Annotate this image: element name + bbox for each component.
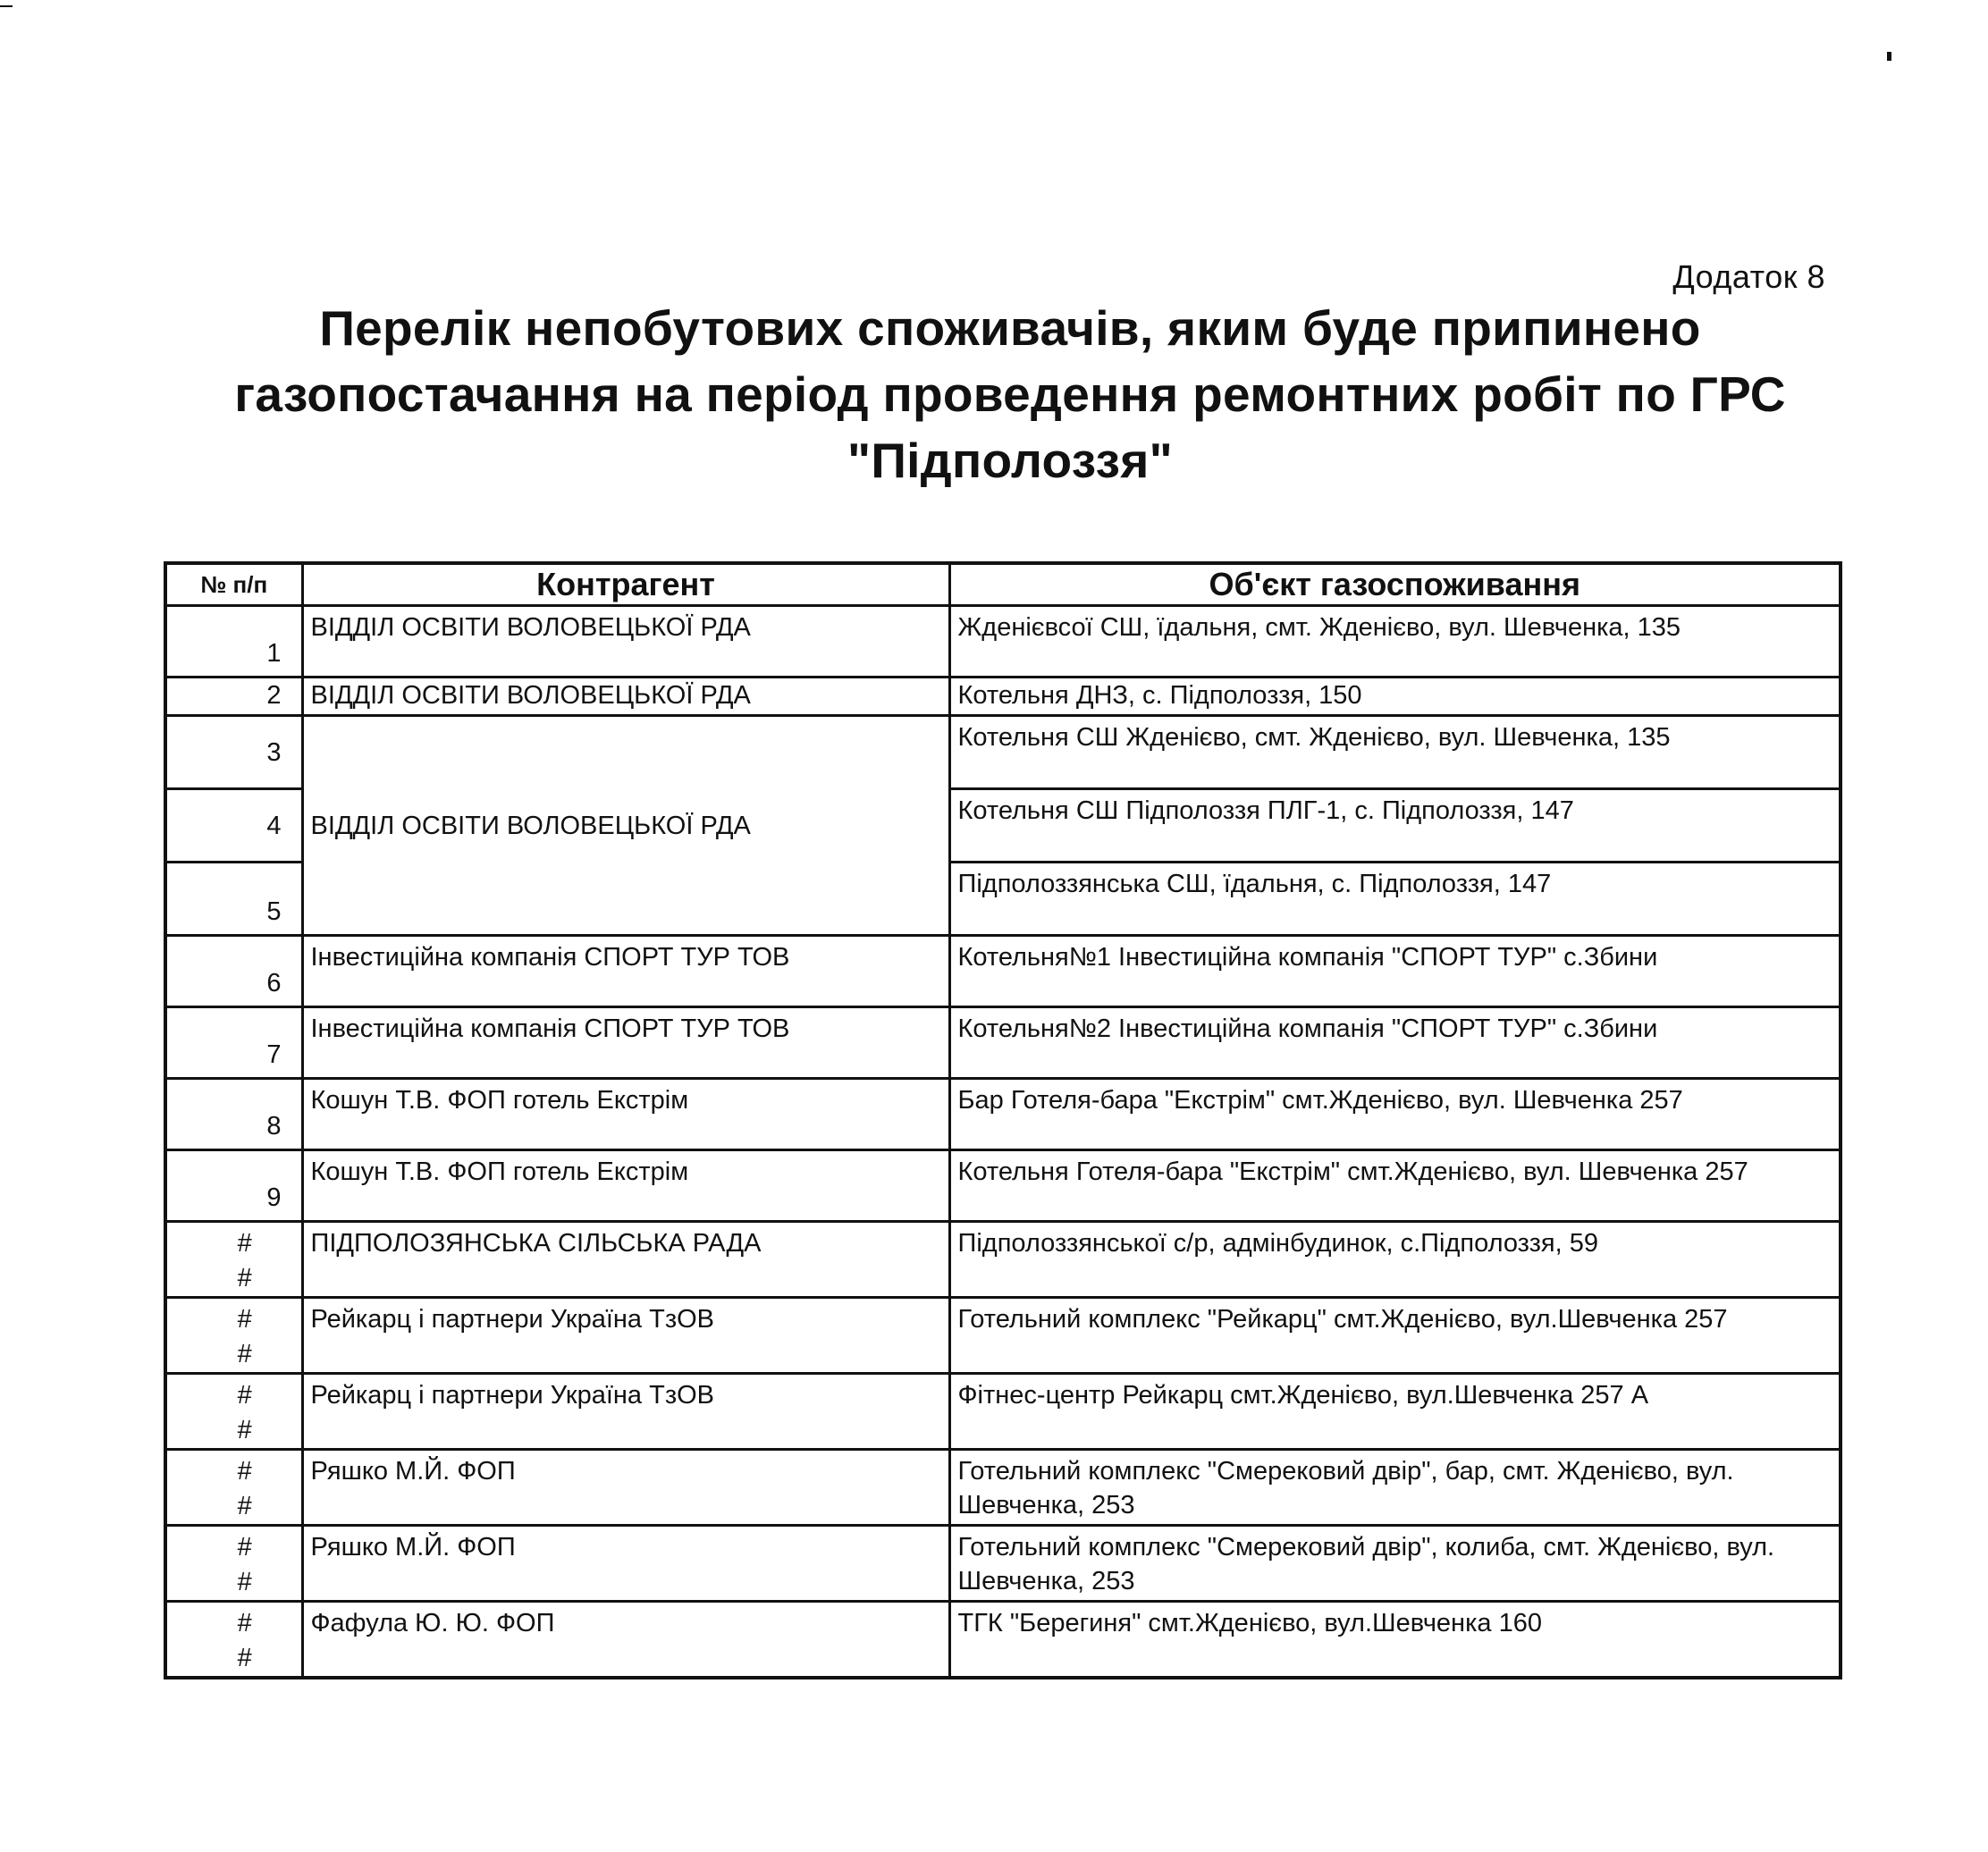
row-object: Жденієвсої СШ, їдальня, смт. Жденієво, вул. Шевченка, 135 (949, 606, 1841, 678)
row-contractor: Рейкарц і партнери Україна ТзОВ (302, 1374, 949, 1450)
row-number: # # (165, 1298, 302, 1374)
appendix-label: Додаток 8 (1672, 258, 1825, 295)
row-contractor: Інвестиційна компанія СПОРТ ТУР ТОВ (302, 936, 949, 1007)
row-number: # # (165, 1374, 302, 1450)
table-row (165, 1079, 1841, 1150)
row-object: Підполоззянської с/р, адмінбудинок, с.Підполоззя, 59 (949, 1222, 1841, 1298)
row-object: Готельний комплекс "Смерековий двір", колиба, смт. Жденієво, вул. Шевченка, 253 (949, 1526, 1841, 1602)
row-contractor: Фафула Ю. Ю. ФОП (302, 1602, 949, 1679)
row-number: 5 (165, 863, 302, 936)
row-number: # # (165, 1602, 302, 1679)
row-number: 8 (165, 1079, 302, 1150)
consumers-table (164, 561, 1842, 1679)
row-number: 3 (165, 716, 302, 789)
title-line-2: газопостачання на період проведення ремонтних робіт по ГРС (234, 366, 1786, 422)
scan-mark-top-right (1887, 52, 1891, 61)
table-row (165, 678, 1841, 716)
row-number: 9 (165, 1150, 302, 1222)
row-contractor: Кошун Т.В. ФОП готель Екстрім (302, 1150, 949, 1222)
row-number: 4 (165, 789, 302, 863)
row-number: 6 (165, 936, 302, 1007)
document-title (143, 295, 1877, 493)
header-num: № п/п (165, 563, 302, 606)
table-row (165, 936, 1841, 1007)
row-object: Підполоззянська СШ, їдальня, с. Підполоззя, 147 (949, 863, 1841, 936)
table-row (165, 1222, 1841, 1298)
title-line-3: "Підполоззя" (847, 433, 1174, 488)
table-row (165, 1150, 1841, 1222)
row-number: # # (165, 1526, 302, 1602)
row-contractor: ВІДДІЛ ОСВІТИ ВОЛОВЕЦЬКОЇ РДА (302, 678, 949, 716)
table-row (165, 716, 1841, 789)
row-contractor: Кошун Т.В. ФОП готель Екстрім (302, 1079, 949, 1150)
row-object: Котельня Готеля-бара "Екстрім" смт.Жденієво, вул. Шевченка 257 (949, 1150, 1841, 1222)
row-number: # # (165, 1222, 302, 1298)
row-object: Готельний комплекс "Рейкарц" смт.Жденієво, вул.Шевченка 257 (949, 1298, 1841, 1374)
table-row (165, 1526, 1841, 1602)
row-number: # # (165, 1450, 302, 1526)
table-row (165, 1450, 1841, 1526)
title-line-1: Перелік непобутових споживачів, яким буде припинено (319, 300, 1701, 356)
table-header-row (165, 563, 1841, 606)
table-row (165, 1007, 1841, 1079)
row-contractor: Інвестиційна компанія СПОРТ ТУР ТОВ (302, 1007, 949, 1079)
scan-mark-top-left (0, 5, 13, 7)
row-contractor: Рейкарц і партнери Україна ТзОВ (302, 1298, 949, 1374)
row-number: 7 (165, 1007, 302, 1079)
row-number: 2 (165, 678, 302, 716)
table-row (165, 606, 1841, 678)
row-object: Фітнес-центр Рейкарц смт.Жденієво, вул.Шевченка 257 А (949, 1374, 1841, 1450)
row-contractor: Ряшко М.Й. ФОП (302, 1526, 949, 1602)
row-object: Котельня СШ Жденієво, смт. Жденієво, вул. Шевченка, 135 (949, 716, 1841, 789)
row-object: Котельня№1 Інвестиційна компанія "СПОРТ ТУР" с.Збини (949, 936, 1841, 1007)
row-contractor-merged: ВІДДІЛ ОСВІТИ ВОЛОВЕЦЬКОЇ РДА (302, 716, 949, 936)
row-contractor: ВІДДІЛ ОСВІТИ ВОЛОВЕЦЬКОЇ РДА (302, 606, 949, 678)
header-object: Об'єкт газоспоживання (949, 563, 1841, 606)
row-number: 1 (165, 606, 302, 678)
row-object: Готельний комплекс "Смерековий двір", бар, смт. Жденієво, вул. Шевченка, 253 (949, 1450, 1841, 1526)
table-row (165, 1374, 1841, 1450)
row-contractor: Ряшко М.Й. ФОП (302, 1450, 949, 1526)
row-object: Котельня№2 Інвестиційна компанія "СПОРТ ТУР" с.Збини (949, 1007, 1841, 1079)
row-object: Котельня СШ Підполоззя ПЛГ-1, с. Підполоззя, 147 (949, 789, 1841, 863)
row-object: Бар Готеля-бара "Екстрім" смт.Жденієво, вул. Шевченка 257 (949, 1079, 1841, 1150)
header-contractor: Контрагент (302, 563, 949, 606)
table-row (165, 1298, 1841, 1374)
table-row (165, 1602, 1841, 1679)
row-object: Котельня ДНЗ, с. Підполоззя, 150 (949, 678, 1841, 716)
row-object: ТГК "Берегиня" смт.Жденієво, вул.Шевченка 160 (949, 1602, 1841, 1679)
row-contractor: ПІДПОЛОЗЯНСЬКА СІЛЬСЬКА РАДА (302, 1222, 949, 1298)
